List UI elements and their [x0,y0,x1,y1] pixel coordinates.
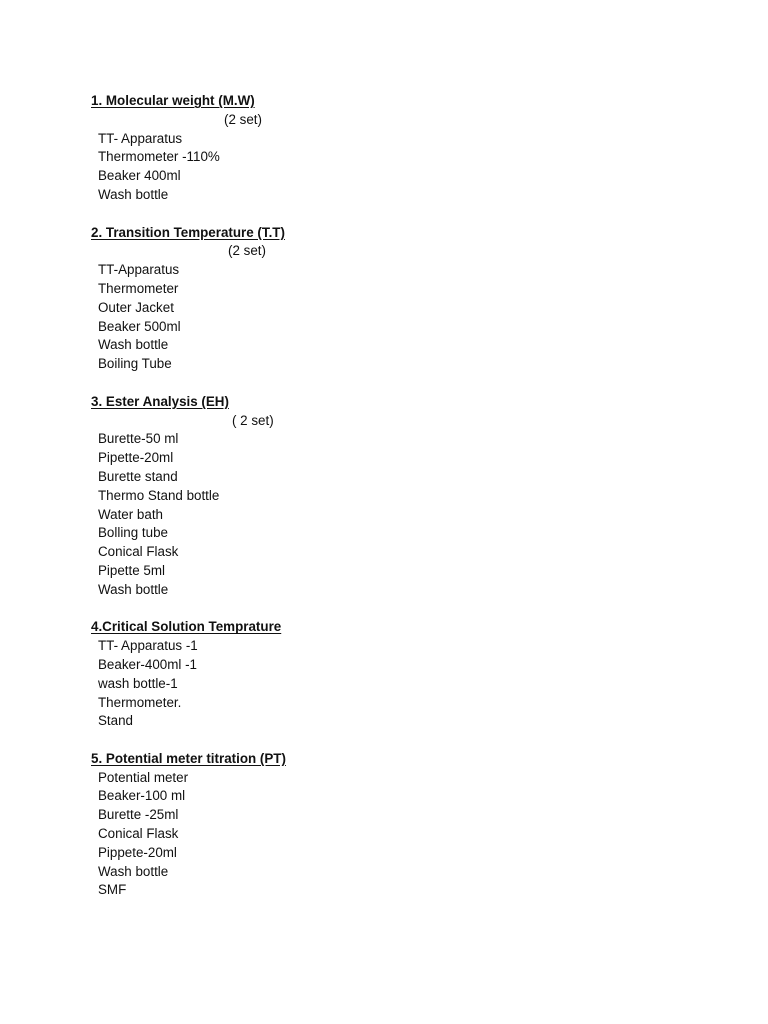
section-transition-temperature [91,224,691,374]
list-item: Beaker-400ml -1 [98,656,197,672]
list-item: Conical Flask [98,826,179,842]
list-item: Thermo Stand bottle [98,487,220,503]
list-item: Stand [98,713,133,729]
list-item: Potential meter [98,769,189,785]
list-item: Outer Jacket [98,299,174,315]
section-molecular-weight [91,92,691,205]
set-count-note: (2 set) [224,111,262,127]
section-heading: 5. Potential meter titration (PT) [91,750,286,766]
list-item: Burette stand [98,468,178,484]
set-count-note: ( 2 set) [232,412,274,428]
set-count-note: (2 set) [228,243,266,259]
section-heading: 1. Molecular weight (M.W) [91,93,255,108]
list-item: Thermometer -110% [98,149,220,165]
list-item: Beaker 400ml [98,168,181,184]
list-item: Boiling Tube [98,356,172,372]
item-list [91,430,691,599]
section-ester-analysis [91,393,691,600]
list-item: Thermometer. [98,694,182,710]
list-item: Pipette 5ml [98,562,165,578]
list-item: Bolling tube [98,525,168,541]
list-item: Beaker-100 ml [98,788,186,804]
equipment-list [91,92,691,900]
list-item: Burette-50 ml [98,431,179,447]
section-heading: 4.Critical Solution Temprature [91,619,282,635]
section-heading: 3. Ester Analysis (EH) [91,393,229,409]
list-item: Wash bottle [98,337,169,353]
item-list [91,769,691,901]
list-item: Wash bottle [98,581,169,597]
list-item: Burette -25ml [98,807,179,823]
list-item: Wash bottle [98,186,169,202]
list-item: SMF [98,882,127,898]
list-item: Pipette-20ml [98,450,174,466]
list-item: Conical Flask [98,544,179,560]
item-list [91,130,691,205]
list-item: TT-Apparatus [98,262,180,278]
list-item: Beaker 500ml [98,318,181,334]
section-heading: 2. Transition Temperature (T.T) [91,224,285,240]
list-item: TT- Apparatus [98,130,183,146]
item-list [91,261,691,374]
section-potential-meter-titration [91,750,691,900]
list-item: Wash bottle [98,863,169,879]
section-critical-solution-temperature [91,618,691,731]
list-item: TT- Apparatus -1 [98,638,198,654]
item-list [91,637,691,731]
list-item: Water bath [98,506,163,522]
list-item: Pippete-20ml [98,844,177,860]
list-item: wash bottle-1 [98,675,178,691]
list-item: Thermometer [98,280,179,296]
